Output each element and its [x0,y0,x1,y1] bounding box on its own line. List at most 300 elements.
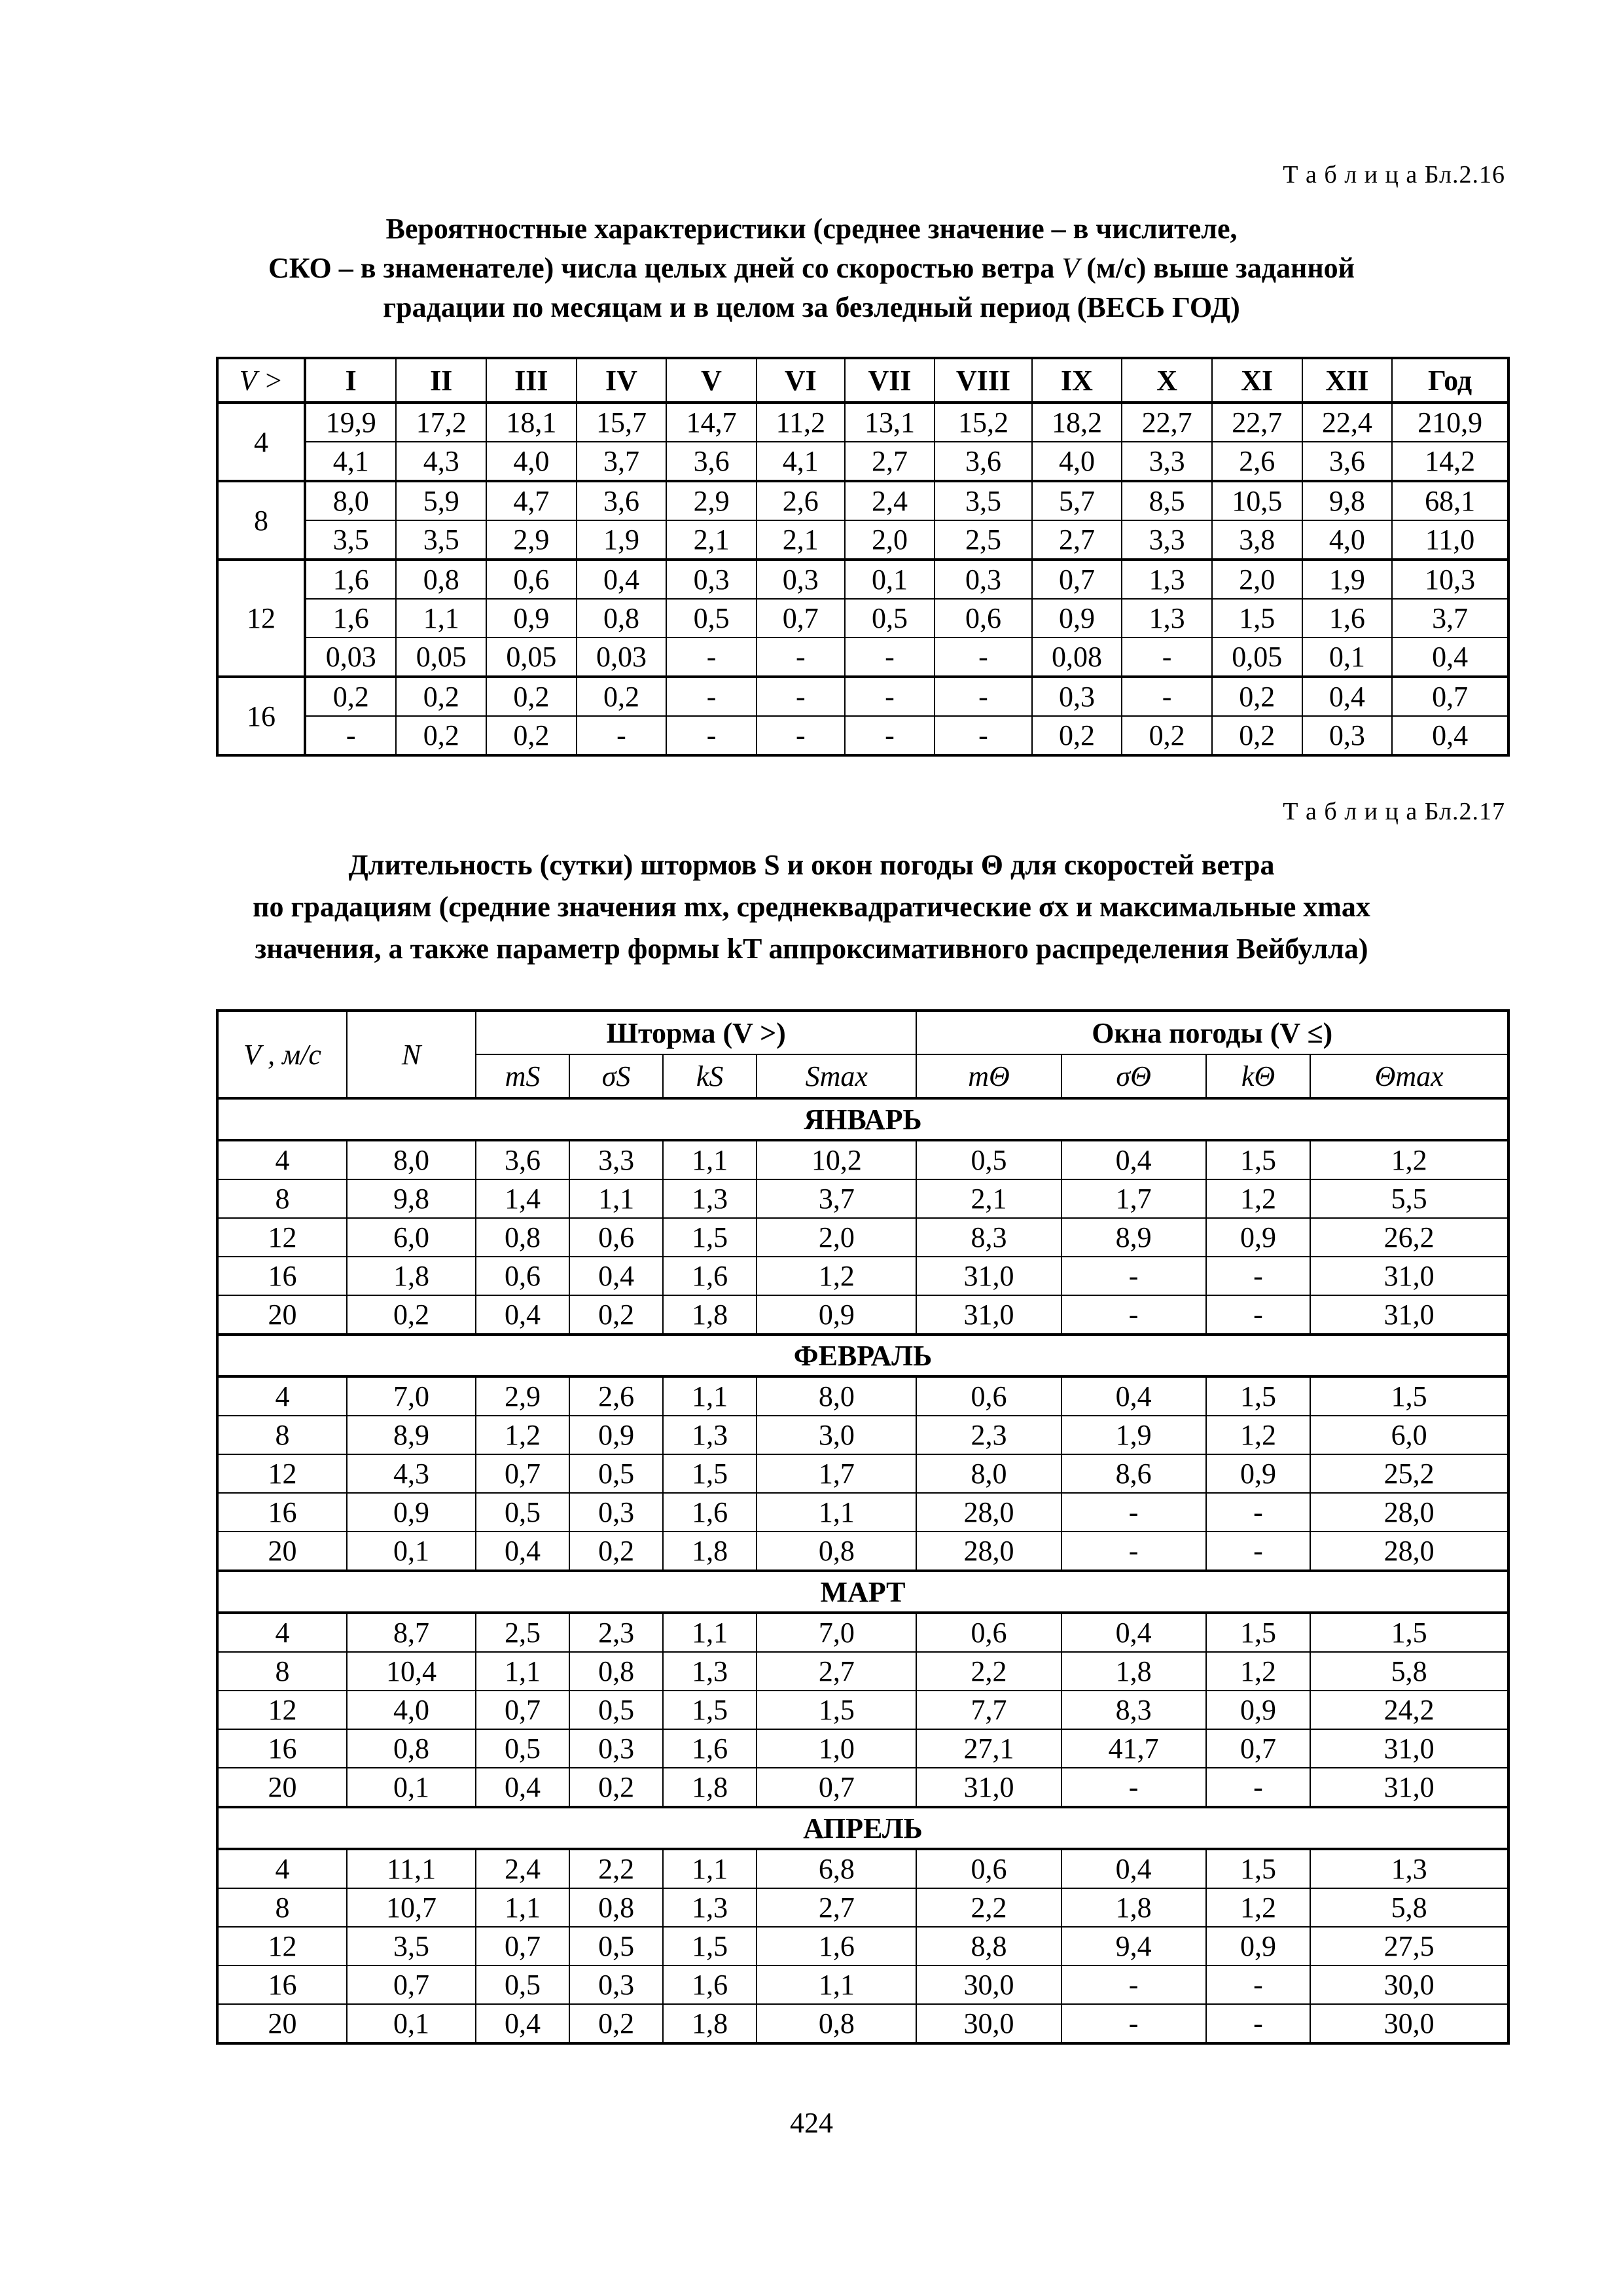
table2-row [217,1493,1508,1532]
table1-cell: 4,3 [396,442,486,481]
table1-cell: 0,8 [396,560,486,599]
table1-cell: - [577,716,667,755]
table2-month-row [217,1335,1508,1376]
table1-cell: 0,4 [577,560,667,599]
table2-cell: 6,0 [1310,1416,1508,1454]
table2-cell: 1,5 [663,1454,757,1493]
table1-cell: 11,0 [1392,520,1508,560]
table1-cell: 14,7 [666,403,757,442]
table2-header-n: N [347,1011,476,1098]
table2-cell: 20 [217,1295,347,1335]
table2-cell: 1,5 [1206,1376,1311,1416]
table2-cell: 1,2 [1206,1888,1311,1927]
table1-cell: 0,8 [577,599,667,637]
table2-cell: 0,2 [569,1295,663,1335]
table1-cell: - [935,716,1031,755]
table1-cell: 0,03 [305,637,396,677]
table2-cell: 8,7 [347,1613,476,1652]
table1-label: Т а б л и ц а Бл.2.16 [1283,161,1505,188]
table2-cell: 1,6 [663,1257,757,1295]
table2-cell: 0,5 [569,1927,663,1965]
table2-row [217,1888,1508,1927]
table2-cell: - [1206,1295,1311,1335]
table1-cell: 0,2 [1122,716,1212,755]
table1-cell: 0,05 [396,637,486,677]
table2-cell: 0,5 [916,1140,1061,1179]
table1-cell: 0,3 [1032,677,1122,716]
table2-cell: 1,1 [663,1140,757,1179]
table2-cell: 1,8 [1061,1888,1206,1927]
table1-row [217,677,1508,716]
table2-cell: 0,5 [476,1493,569,1532]
table2-header-windows: Окна погоды (V ≤) [916,1011,1508,1054]
table2-cell: 8 [217,1888,347,1927]
table1-header-cell: V > [217,358,305,403]
table1-cell: 0,6 [935,599,1031,637]
table2-cell: 12 [217,1927,347,1965]
table2-subheader-cell: mΘ [916,1054,1061,1098]
table2-cell: 0,9 [1206,1927,1311,1965]
table1-cell: - [666,637,757,677]
table2-cell: 2,2 [916,1652,1061,1691]
table1-cell: 18,2 [1032,403,1122,442]
table2-cell: 1,2 [476,1416,569,1454]
table1-cell: 1,6 [1302,599,1393,637]
table2-cell: - [1206,1965,1311,2004]
table2-cell: 4 [217,1613,347,1652]
table1-cell: 1,9 [1302,560,1393,599]
table1-header-cell: II [396,358,486,403]
table1-cell: 1,6 [305,599,396,637]
table2-cell: 0,5 [476,1965,569,2004]
table2-cell: 10,4 [347,1652,476,1691]
table2-cell: 8,3 [916,1218,1061,1257]
table1-title-line3: градации по месяцам и в целом за безледный период (ВЕСЬ ГОД) [383,291,1240,323]
table2-cell: 4,3 [347,1454,476,1493]
table2-cell: 0,7 [757,1768,916,1807]
table2-cell: 0,4 [476,1768,569,1807]
table1-header-cell: IV [577,358,667,403]
table2-row [217,1218,1508,1257]
table1-cell: 2,6 [757,481,845,520]
table2-cell: 1,6 [663,1729,757,1768]
table2-cell: 2,6 [569,1376,663,1416]
table1-cell: 3,5 [305,520,396,560]
table1-cell: 22,7 [1122,403,1212,442]
table2-cell: 4,0 [347,1691,476,1729]
table2-cell: 1,8 [347,1257,476,1295]
table2-row [217,1965,1508,2004]
table1-cell: 0,1 [845,560,935,599]
table2-cell: 0,2 [569,1532,663,1571]
table1-cell: 0,05 [486,637,577,677]
table1-cell: 22,4 [1302,403,1393,442]
table1-cell: 10,5 [1212,481,1302,520]
table2-month-row [217,1807,1508,1849]
table1-row [217,403,1508,442]
table2-subheader-cell: mS [476,1054,569,1098]
table2-cell: 2,9 [476,1376,569,1416]
table2-cell: - [1061,2004,1206,2043]
table2-cell: 0,6 [916,1613,1061,1652]
table2-cell: 7,0 [757,1613,916,1652]
table1-cell: 0,2 [486,716,577,755]
table2-cell: 1,5 [1206,1849,1311,1888]
table2-cell: 0,7 [476,1454,569,1493]
table2-row [217,1652,1508,1691]
table2-cell: 1,2 [1206,1652,1311,1691]
table2-cell: 1,1 [663,1376,757,1416]
table2-cell: 0,2 [347,1295,476,1335]
table2-cell: - [1206,2004,1311,2043]
table2-header-storms: Шторма (V >) [476,1011,916,1054]
table1-cell: 15,7 [577,403,667,442]
table2-cell: 4 [217,1376,347,1416]
table2-cell: 1,5 [1206,1140,1311,1179]
table2-cell: 0,4 [1061,1376,1206,1416]
table2-month-label: ЯНВАРЬ [217,1098,1508,1140]
table1-cell: 0,2 [1212,716,1302,755]
table2-subheader-cell: kΘ [1206,1054,1311,1098]
table1-header-cell: Год [1392,358,1508,403]
table1-cell: 3,6 [577,481,667,520]
table1-cell: 1,3 [1122,599,1212,637]
table1-header-cell: IX [1032,358,1122,403]
table2-subheader-cell: σS [569,1054,663,1098]
table1-cell: 9,8 [1302,481,1393,520]
table2-cell: 8 [217,1416,347,1454]
table2-cell: 5,8 [1310,1888,1508,1927]
table2-cell: 0,8 [569,1652,663,1691]
table1-cell: 0,2 [396,677,486,716]
table1-cell: - [935,677,1031,716]
table2-cell: 2,5 [476,1613,569,1652]
table2-cell: 2,7 [757,1888,916,1927]
table2-cell: 0,4 [476,1295,569,1335]
table2-cell: 3,6 [476,1140,569,1179]
table1-cell: 68,1 [1392,481,1508,520]
table2-subheader-cell: kS [663,1054,757,1098]
table2-cell: 1,1 [476,1652,569,1691]
table1-cell: - [757,716,845,755]
table2-cell: 28,0 [1310,1493,1508,1532]
table2-row [217,1691,1508,1729]
table2-cell: 2,4 [476,1849,569,1888]
table1-gradation-cell: 16 [217,677,305,755]
table2-cell: 8,0 [757,1376,916,1416]
table2-cell: 1,1 [757,1965,916,2004]
table2-row [217,1927,1508,1965]
table2-row [217,1257,1508,1295]
table2-cell: 16 [217,1493,347,1532]
table1-cell: 0,7 [1392,677,1508,716]
table1-cell: 0,03 [577,637,667,677]
table2-month-label: МАРТ [217,1571,1508,1613]
table2-cell: 31,0 [916,1768,1061,1807]
table1-cell: - [935,637,1031,677]
table2-cell: 1,5 [1206,1613,1311,1652]
table1-cell: 2,0 [845,520,935,560]
table1 [216,357,1510,757]
table2-cell: 0,8 [757,1532,916,1571]
table2-cell: 7,7 [916,1691,1061,1729]
table2-row [217,1179,1508,1218]
table2-cell: 12 [217,1454,347,1493]
table2-cell: - [1061,1295,1206,1335]
table1-cell: - [1122,677,1212,716]
table1-cell: 0,4 [1302,677,1393,716]
table1-cell: 3,6 [666,442,757,481]
table2-cell: 1,8 [663,1532,757,1571]
table2-month-label: ФЕВРАЛЬ [217,1335,1508,1376]
table1-cell: 3,7 [1392,599,1508,637]
table2-cell: 0,2 [569,2004,663,2043]
table2-cell: 20 [217,1768,347,1807]
table2-cell: 31,0 [1310,1729,1508,1768]
table2-cell: 0,2 [569,1768,663,1807]
table1-cell: - [1122,637,1212,677]
table2-header-v: V , м/с [217,1011,347,1098]
table2-cell: 1,7 [757,1454,916,1493]
table2-cell: 1,0 [757,1729,916,1768]
table2-cell: 0,1 [347,2004,476,2043]
table2-cell: 31,0 [916,1295,1061,1335]
table1-header-cell: XI [1212,358,1302,403]
table1-cell: 2,1 [666,520,757,560]
table2-cell: 1,1 [757,1493,916,1532]
table1-title-line1: Вероятностные характеристики (среднее значение – в числителе, [385,213,1238,245]
table2-cell: 1,8 [663,1295,757,1335]
table1-cell: 210,9 [1392,403,1508,442]
table2-cell: 0,1 [347,1768,476,1807]
table2-cell: 0,9 [1206,1454,1311,1493]
table1-cell: 1,5 [1212,599,1302,637]
table2-cell: 1,3 [1310,1849,1508,1888]
table2-row [217,1729,1508,1768]
table2-cell: 1,1 [663,1613,757,1652]
table2-cell: - [1206,1257,1311,1295]
table1-cell: - [845,716,935,755]
table1-header-cell: XII [1302,358,1393,403]
table2-cell: 0,3 [569,1729,663,1768]
table2-cell: 1,5 [1310,1376,1508,1416]
table1-cell: 8,5 [1122,481,1212,520]
table1-row [217,442,1508,481]
table2-row [217,1849,1508,1888]
table1-cell: 0,1 [1302,637,1393,677]
table2-subheader-cell: σΘ [1061,1054,1206,1098]
table2-cell: - [1206,1532,1311,1571]
table2-cell: 1,4 [476,1179,569,1218]
table2-cell: - [1061,1532,1206,1571]
table2-row [217,1376,1508,1416]
table1-cell: 11,2 [757,403,845,442]
table2-cell: 28,0 [1310,1532,1508,1571]
table2-cell: 1,6 [663,1965,757,2004]
table2-cell: 1,8 [663,2004,757,2043]
table2-cell: 26,2 [1310,1218,1508,1257]
table2-cell: 28,0 [916,1532,1061,1571]
table2-cell: 3,0 [757,1416,916,1454]
table1-cell: 4,7 [486,481,577,520]
table1-cell: - [845,637,935,677]
table1-cell: 2,0 [1212,560,1302,599]
table1-cell: 1,1 [396,599,486,637]
table2-cell: - [1061,1965,1206,2004]
table1-cell: 13,1 [845,403,935,442]
table1-cell: 22,7 [1212,403,1302,442]
table2-cell: 5,8 [1310,1652,1508,1691]
table2-header-row [217,1011,1508,1054]
table1-cell: 4,0 [1032,442,1122,481]
table2-cell: 1,6 [663,1493,757,1532]
table1-cell: 2,9 [486,520,577,560]
table1-cell: 1,9 [577,520,667,560]
table2-cell: 1,9 [1061,1416,1206,1454]
table1-cell: 2,7 [845,442,935,481]
table2-cell: 0,3 [569,1965,663,2004]
table2-cell: 0,7 [476,1927,569,1965]
table1-cell: 4,0 [1302,520,1393,560]
table2-cell: 31,0 [1310,1295,1508,1335]
table1-cell: 3,5 [935,481,1031,520]
table2-cell: 2,3 [569,1613,663,1652]
table2-cell: 24,2 [1310,1691,1508,1729]
table1-cell: 3,6 [1302,442,1393,481]
table2-cell: 8,6 [1061,1454,1206,1493]
table2-cell: 10,2 [757,1140,916,1179]
table2-cell: 9,4 [1061,1927,1206,1965]
table2-cell: 0,6 [569,1218,663,1257]
table2-cell: 0,9 [1206,1691,1311,1729]
table2-cell: 6,0 [347,1218,476,1257]
table1-gradation-cell: 8 [217,481,305,560]
table2-cell: 4 [217,1849,347,1888]
table2-cell: 1,2 [1206,1416,1311,1454]
table1-title-line2: СКО – в знаменателе) числа целых дней со скоростью ветра V (м/с) выше заданной [268,252,1355,284]
table2-cell: 12 [217,1691,347,1729]
table2-month-row [217,1098,1508,1140]
table2-cell: 8 [217,1179,347,1218]
table1-cell: 0,9 [1032,599,1122,637]
table1-header-cell: V [666,358,757,403]
table1-cell: - [845,677,935,716]
table2-title-line2: по градациям (средние значения mx, среднеквадратические σx и максимальные xmax [253,891,1370,923]
table2-cell: 0,8 [569,1888,663,1927]
table1-cell: 0,3 [935,560,1031,599]
table1-cell: 0,2 [486,677,577,716]
table1-cell: 0,4 [1392,637,1508,677]
table1-cell: 0,9 [486,599,577,637]
table1-cell: 3,5 [396,520,486,560]
table2-cell: 2,0 [757,1218,916,1257]
table2-cell: 0,5 [569,1691,663,1729]
table2-cell: 16 [217,1965,347,2004]
table1-cell: 2,1 [757,520,845,560]
table2-cell: 8,0 [916,1454,1061,1493]
table2-cell: 27,5 [1310,1927,1508,1965]
table1-cell: - [666,716,757,755]
table2-cell: 8,9 [1061,1218,1206,1257]
table2-cell: 1,2 [1206,1179,1311,1218]
table2-subheader-cell: Θmax [1310,1054,1508,1098]
table1-cell: 2,6 [1212,442,1302,481]
table2-cell: 9,8 [347,1179,476,1218]
table1-row [217,520,1508,560]
table2-cell: 0,5 [569,1454,663,1493]
table2-cell: 1,3 [663,1416,757,1454]
table2-cell: 0,7 [347,1965,476,2004]
table2-cell: 0,6 [476,1257,569,1295]
table1-cell: 0,5 [845,599,935,637]
table2-cell: 20 [217,1532,347,1571]
table2-row [217,1613,1508,1652]
table2-cell: 0,1 [347,1532,476,1571]
table1-cell: 18,1 [486,403,577,442]
table1-cell: 0,3 [666,560,757,599]
table2-cell: 30,0 [916,1965,1061,2004]
table1-cell: 3,3 [1122,442,1212,481]
table1-cell: 0,7 [757,599,845,637]
table1-gradation-cell: 12 [217,560,305,677]
table1-cell: 1,6 [305,560,396,599]
table2-cell: 0,9 [1206,1218,1311,1257]
table1-cell: 15,2 [935,403,1031,442]
table1-cell: 14,2 [1392,442,1508,481]
table2-cell: - [1206,1768,1311,1807]
table1-header-cell: III [486,358,577,403]
table2-cell: 0,6 [916,1849,1061,1888]
table1-cell: 2,7 [1032,520,1122,560]
table2-cell: 25,2 [1310,1454,1508,1493]
table2-cell: 0,9 [569,1416,663,1454]
table2-row [217,1532,1508,1571]
table1-gradation-cell: 4 [217,403,305,481]
table2-cell: 0,4 [1061,1140,1206,1179]
table1-cell: 0,2 [1032,716,1122,755]
table1-header-cell: VII [845,358,935,403]
table1-cell: 0,4 [1392,716,1508,755]
page-number: 424 [790,2107,833,2139]
table1-cell: 3,3 [1122,520,1212,560]
table1-cell: 0,2 [577,677,667,716]
table1-cell: 3,7 [577,442,667,481]
table2-cell: 8,0 [347,1140,476,1179]
table2-cell: - [1061,1257,1206,1295]
table2-cell: 0,7 [1206,1729,1311,1768]
table2-cell: 0,7 [476,1691,569,1729]
table2-cell: 1,6 [757,1927,916,1965]
table2-cell: 1,7 [1061,1179,1206,1218]
table2-cell: 20 [217,2004,347,2043]
table1-cell: 2,9 [666,481,757,520]
table2-cell: 41,7 [1061,1729,1206,1768]
table2-cell: 1,2 [757,1257,916,1295]
table2-row [217,2004,1508,2043]
table1-row [217,481,1508,520]
table2-row [217,1454,1508,1493]
table2-cell: 1,2 [1310,1140,1508,1179]
table2-cell: 1,5 [757,1691,916,1729]
table2-cell: 0,8 [347,1729,476,1768]
table2-row [217,1416,1508,1454]
table2-cell: 0,6 [916,1376,1061,1416]
table1-cell: 4,0 [486,442,577,481]
table2-month-row [217,1571,1508,1613]
table1-row [217,637,1508,677]
table2-cell: 27,1 [916,1729,1061,1768]
table2-cell: 8,8 [916,1927,1061,1965]
